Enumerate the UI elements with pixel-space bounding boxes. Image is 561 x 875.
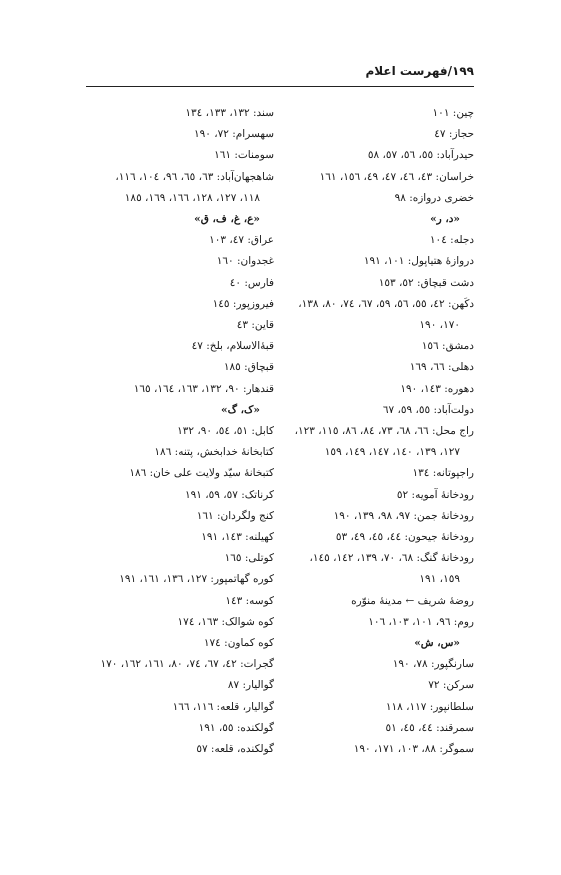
index-entry: قبۀالاسلام، بلخ: ٤٧ [191, 340, 274, 353]
index-section-heading: «ع، غ، ف، ق» [194, 213, 260, 226]
index-entry: دکَهن: ٤٢، ٥٥، ٥٦، ٥٩، ٦٧، ٧٤، ٨٠، ١٣٨، [298, 297, 474, 310]
index-entry: سارنگپور: ٧٨، ١٩٠ [392, 658, 474, 671]
index-entry: حیدرآباد: ٥٥، ٥٦، ٥٧، ٥٨ [367, 149, 474, 162]
index-entry: سرکن: ٧٢ [428, 679, 474, 692]
index-entry: راج محل: ٦٦، ٦٨، ٧٣، ٨٤، ٨٦، ١١٥، ١٢٣، [294, 425, 474, 438]
index-entry: قندهار: ٩٠، ١٣٢، ١٦٣، ١٦٤، ١٦٥ [133, 382, 274, 395]
index-entry: کنج ولگردان: ١٦١ [196, 509, 274, 522]
index-entry: سهسرام: ٧٢، ١٩٠ [193, 128, 274, 141]
index-entry: کوه شوالک: ١٦٣، ١٧٤ [177, 615, 274, 628]
index-section-heading: «د، ر» [430, 213, 460, 226]
index-entry: دروازۀ هتیاپول: ١٠١، ١٩١ [363, 255, 474, 268]
index-section-heading: «س، ش» [414, 637, 460, 650]
index-entry-continuation: ١٧٠، ١٩٠ [419, 319, 460, 332]
index-column-right [284, 103, 474, 760]
index-entry: کوتلی: ١٦٥ [224, 552, 274, 565]
index-entry: کوسه: ١٤٣ [225, 594, 274, 607]
index-entry: عراق: ٤٧، ١٠٣ [209, 234, 274, 247]
index-entry-continuation: ١١٨، ١٢٧، ١٢٨، ١٦٦، ١٦٩، ١٨٥ [124, 191, 260, 204]
index-entry: سموگر: ٨٨، ١٠٣، ١٧١، ١٩٠ [353, 743, 474, 756]
index-entry: گولکنده، قلعه: ٥٧ [196, 743, 274, 756]
index-entry: چین: ۱۰۱ [432, 107, 474, 119]
index-entry: خراسان: ٤٣، ٤٦، ٤٧، ٤٩، ١٥٦، ١٦١ [319, 170, 474, 183]
index-entry: قاین: ٤٣ [236, 319, 274, 332]
index-entry: فیروزپور: ١٤٥ [212, 297, 274, 310]
index-entry: روم: ٩٦، ١٠١، ١٠٣، ١٠٦ [368, 615, 474, 628]
index-entry-continuation: ١٥٩، ١٩١ [419, 573, 460, 586]
index-entry: دهلی: ٦٦، ١٦٩ [409, 361, 474, 374]
index-entry: دشت قبچاق: ٥٢، ١٥٣ [378, 276, 474, 289]
index-entry: کرناتک: ٥٧، ٥٩، ١٩١ [184, 488, 274, 501]
index-entry: کابل: ٥١، ٥٤، ٩٠، ١٣٢ [177, 425, 274, 438]
index-entry: حجاز: ٤٧ [434, 128, 474, 141]
index-entry: دولت‌آباد: ٥٥، ٥٩، ٦٧ [382, 403, 474, 416]
index-entry: سومنات: ١٦١ [214, 149, 274, 162]
index-entry: رودخانۀ جمن: ٩٧، ٩٨، ١٣٩، ١٩٠ [333, 509, 474, 522]
index-entry: گولکنده: ٥٥، ١٩١ [198, 721, 274, 734]
index-entry: کوه کماون: ١٧٤ [203, 637, 274, 650]
index-entry: کتبخانۀ سیّد ولایت علی خان: ١٨٦ [129, 467, 274, 480]
index-entry: گوالیار، قلعه: ١١٦، ١٦٦ [172, 700, 274, 713]
index-entry: گوالیار: ٨٧ [227, 679, 274, 692]
index-entry: دمشق: ١٥٦ [421, 340, 474, 353]
index-entry: کوره گهاتمپور: ١٢٧، ١٣٦، ١٦١، ١٩١ [119, 573, 274, 586]
header-rule [86, 86, 474, 87]
index-entry-continuation: ١٢٧، ١٣٩، ١٤٠، ١٤٧، ١٤٩، ١٥٩ [324, 446, 460, 459]
index-entry: گجرات: ٤٢، ٦٧، ٧٤، ٨٠، ١٦١، ١٦٢، ١٧٠ [100, 658, 274, 671]
index-entry: کهیلنه: ١٤٣، ١٩١ [201, 531, 274, 544]
index-entry: سند: ١٣٢، ١٣٣، ١٣٤ [185, 107, 274, 119]
index-entry: سمرقند: ٤٤، ٤٥، ٥١ [385, 721, 474, 734]
index-entry: فارس: ٤٠ [229, 276, 274, 289]
index-entry: شاهجهان‌آباد: ٦٣، ٦٥، ٩٦، ١٠٤، ١١٦، [115, 170, 274, 183]
index-entry: رودخانۀ جیحون: ٤٤، ٤٥، ٤٩، ٥٣ [335, 531, 474, 544]
index-entry: غجدوان: ١٦٠ [216, 255, 274, 268]
index-column-left [84, 103, 274, 760]
index-entry: خضری دروازه: ٩٨ [394, 191, 474, 204]
index-entry: کتابخانۀ خدابخش، پتنه: ١٨٦ [154, 446, 274, 459]
index-section-heading: «ک، گ» [221, 403, 260, 416]
index-entry: روضۀ شریف ← مدینۀ منوّره [351, 594, 474, 607]
index-entry: راجپوتانه: ١٣٤ [412, 467, 474, 480]
index-entry: رودخانۀ گنگ: ٦٨، ٧٠، ١٣٩، ١٤٢، ١٤٥، [309, 552, 474, 565]
index-entry: قبچاق: ١٨٥ [223, 361, 274, 374]
index-entry: رودخانۀ آمویه: ٥٢ [396, 488, 474, 501]
index-entry: سلطانپور: ١١٧، ١١٨ [385, 700, 474, 713]
index-entry: دجله: ١٠٤ [429, 234, 474, 247]
index-entry: دهوره: ١٤٣، ١٩٠ [400, 382, 474, 395]
running-header: ۱۹۹/فهرست اعلام [365, 64, 474, 78]
